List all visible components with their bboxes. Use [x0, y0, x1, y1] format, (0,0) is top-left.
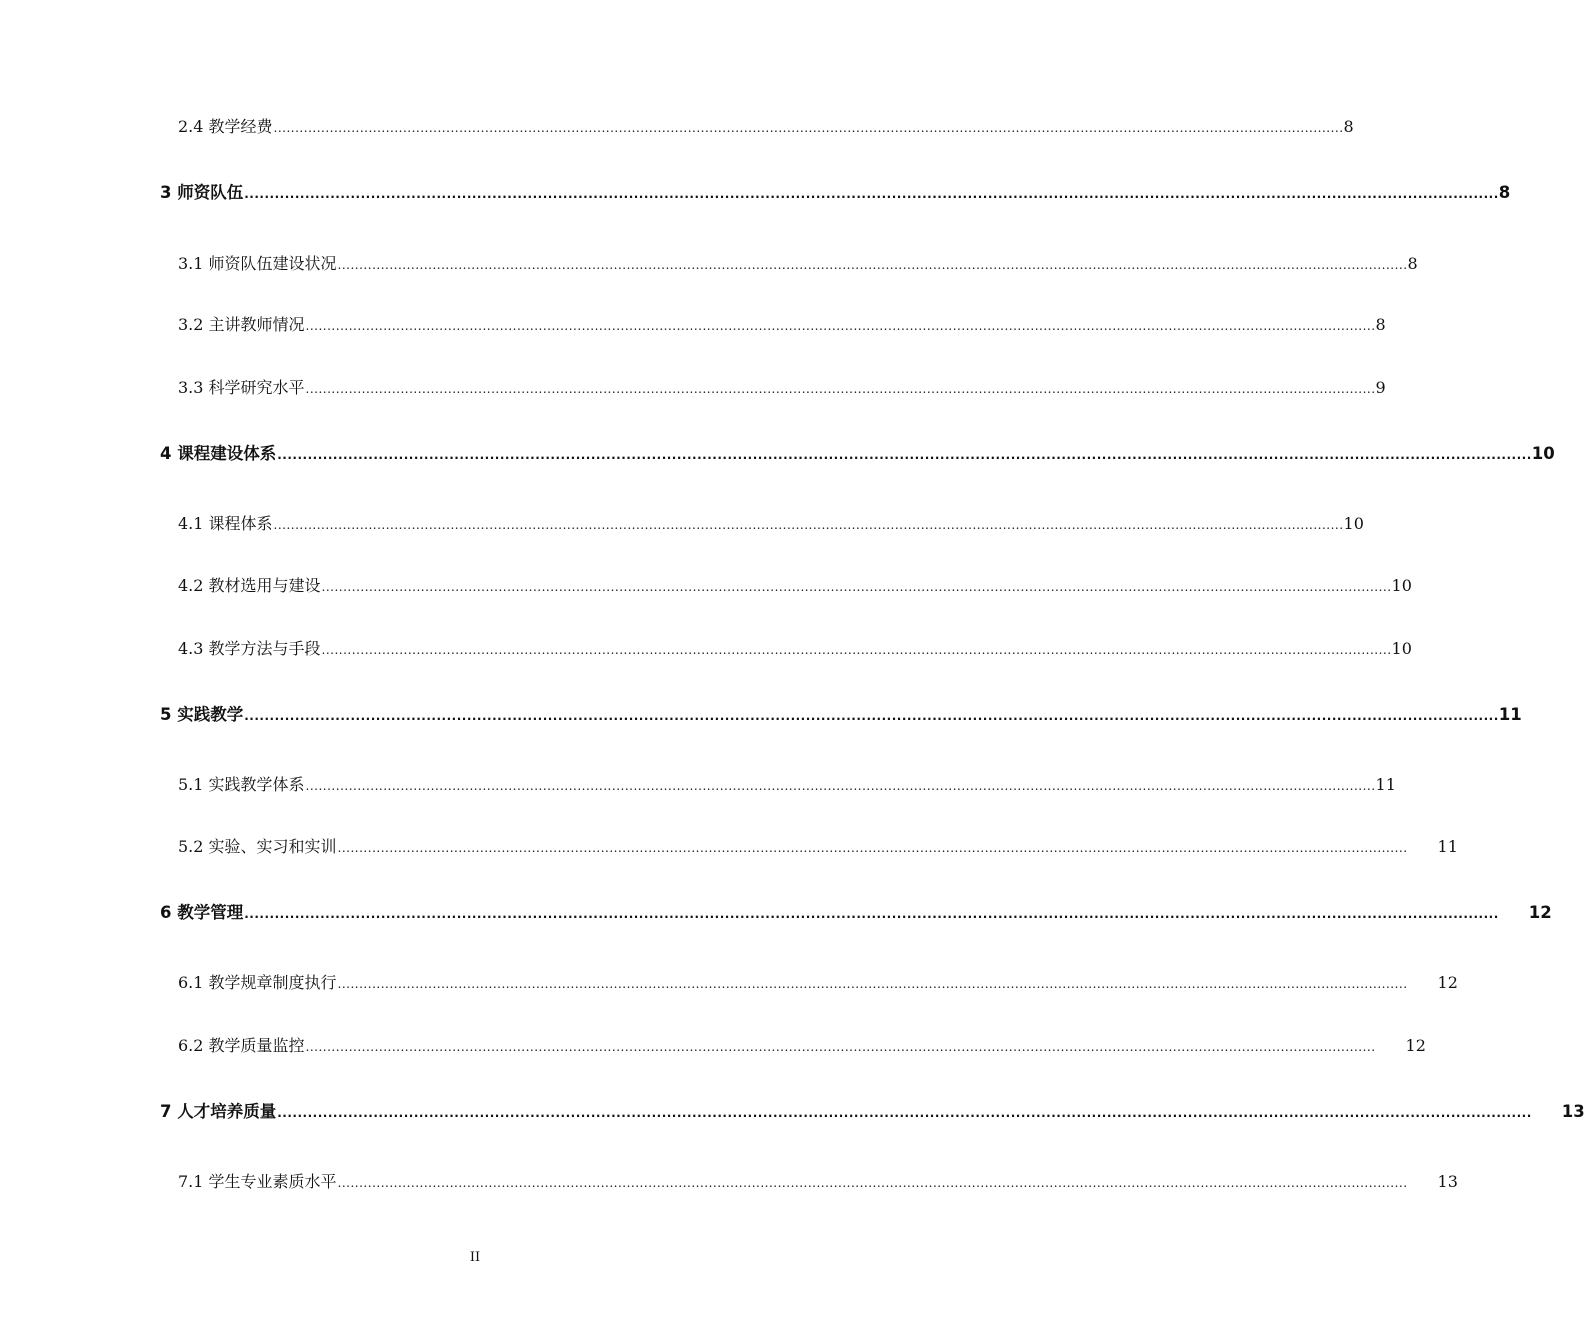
toc-entry-label: 6.2 教学质量监控	[178, 1036, 305, 1055]
toc-entry-page: 8	[1343, 117, 1354, 136]
toc-entry[interactable]	[178, 377, 1386, 399]
toc-entry-page: 13	[1561, 1102, 1585, 1121]
toc-entry-page: 10	[1391, 576, 1412, 595]
toc-entry[interactable]	[178, 638, 1412, 660]
toc-entry[interactable]	[178, 253, 1418, 275]
toc-entry[interactable]	[160, 443, 1555, 465]
toc-entry[interactable]	[178, 1035, 1426, 1057]
toc-entry-page: 12	[1528, 903, 1552, 922]
toc-leader-dots: ........................................................................................................................................................................................................................................................	[244, 187, 1499, 201]
toc-entry[interactable]	[178, 774, 1396, 796]
toc-leader-dots: ........................................................................................................................................................................................................................................................	[321, 643, 1392, 657]
toc-entry-label: 7.1 学生专业素质水平	[178, 1172, 337, 1191]
toc-entry-label: 5.1 实践教学体系	[178, 775, 305, 794]
toc-leader-dots: ........................................................................................................................................................................................................................................................	[321, 580, 1392, 594]
toc-entry[interactable]	[178, 513, 1364, 535]
toc-entry-page: 10	[1391, 639, 1412, 658]
page-number-footer: II	[469, 1250, 481, 1265]
toc-leader-dots: ........................................................................................................................................................................................................................................................	[337, 1176, 1408, 1190]
toc-entry-page: 11	[1375, 775, 1396, 794]
toc-entry-label: 4.1 课程体系	[178, 514, 273, 533]
toc-entry[interactable]	[160, 182, 1511, 204]
toc-entry-page: 11	[1437, 837, 1458, 856]
toc-leader-dots: ........................................................................................................................................................................................................................................................	[337, 841, 1408, 855]
toc-entry[interactable]	[178, 116, 1354, 138]
toc-leader-dots: ........................................................................................................................................................................................................................................................	[305, 382, 1376, 396]
toc-entry-page: 8	[1375, 315, 1386, 334]
toc-entry-label: 3.3 科学研究水平	[178, 378, 305, 397]
toc-entry-label: 7 人才培养质量	[160, 1102, 277, 1121]
toc-entry-page: 10	[1531, 444, 1555, 463]
toc-leader-dots: ........................................................................................................................................................................................................................................................	[273, 518, 1344, 532]
toc-leader-dots: ........................................................................................................................................................................................................................................................	[305, 1040, 1376, 1054]
toc-entry-label: 3.2 主讲教师情况	[178, 315, 305, 334]
toc-entry[interactable]	[178, 972, 1458, 994]
toc-entry[interactable]	[178, 314, 1386, 336]
toc-entry-page: 8	[1498, 183, 1511, 202]
toc-leader-dots: ........................................................................................................................................................................................................................................................	[244, 907, 1499, 921]
toc-entry-label: 3.1 师资队伍建设状况	[178, 254, 337, 273]
toc-entry-label: 4.2 教材选用与建设	[178, 576, 321, 595]
toc-leader-dots: ........................................................................................................................................................................................................................................................	[277, 1106, 1532, 1120]
toc-leader-dots: ........................................................................................................................................................................................................................................................	[337, 258, 1408, 272]
toc-entry-page: 12	[1437, 973, 1458, 992]
toc-entry[interactable]	[160, 704, 1522, 726]
toc-leader-dots: ........................................................................................................................................................................................................................................................	[305, 779, 1376, 793]
toc-entry-label: 5.2 实验、实习和实训	[178, 837, 337, 856]
toc-entry[interactable]	[160, 902, 1552, 924]
toc-entry-label: 5 实践教学	[160, 705, 244, 724]
toc-entry-page: 11	[1498, 705, 1522, 724]
toc-leader-dots: ........................................................................................................................................................................................................................................................	[273, 121, 1344, 135]
toc-entry-label: 6.1 教学规章制度执行	[178, 973, 337, 992]
toc-entry-label: 4 课程建设体系	[160, 444, 277, 463]
toc-entry-page: 10	[1343, 514, 1364, 533]
toc-entry-label: 3 师资队伍	[160, 183, 244, 202]
toc-entry-label: 4.3 教学方法与手段	[178, 639, 321, 658]
toc-entry[interactable]	[178, 836, 1458, 858]
toc-entry-label: 2.4 教学经费	[178, 117, 273, 136]
toc-entry-page: 9	[1375, 378, 1386, 397]
toc-entry-page: 13	[1437, 1172, 1458, 1191]
toc-leader-dots: ........................................................................................................................................................................................................................................................	[277, 448, 1532, 462]
toc-entry[interactable]	[160, 1101, 1585, 1123]
toc-entry[interactable]	[178, 1171, 1458, 1193]
toc-entry-page: 8	[1407, 254, 1418, 273]
toc-leader-dots: ........................................................................................................................................................................................................................................................	[244, 709, 1499, 723]
toc-leader-dots: ........................................................................................................................................................................................................................................................	[305, 319, 1376, 333]
toc-entry-label: 6 教学管理	[160, 903, 244, 922]
toc-leader-dots: ........................................................................................................................................................................................................................................................	[337, 977, 1408, 991]
toc-entry-page: 12	[1405, 1036, 1426, 1055]
toc-entry[interactable]	[178, 575, 1412, 597]
